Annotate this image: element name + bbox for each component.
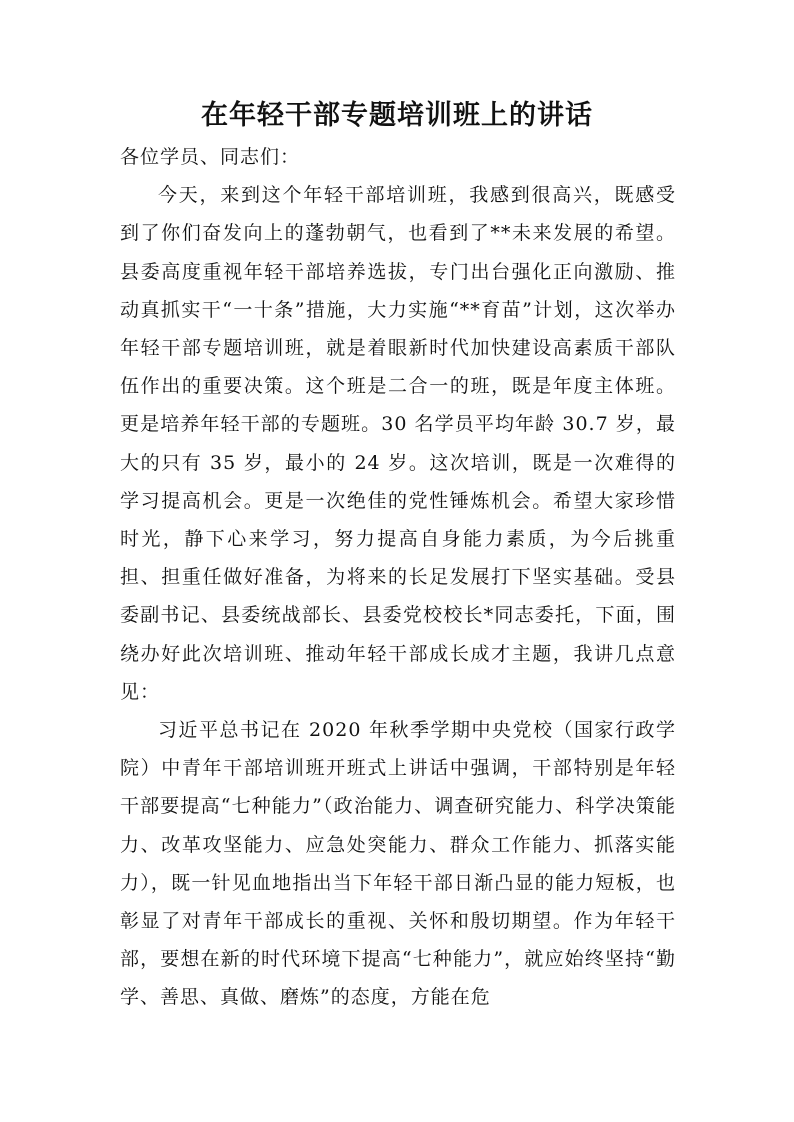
salutation: 各位学员、同志们： [120, 146, 301, 168]
document-title: 在年轻干部专题培训班上的讲话 [201, 100, 593, 131]
paragraph-2: 习近平总书记在 2020 年秋季学期中央党校（国家行政学院）中青年干部培训班开班式上讲话中强调，干部特别是年轻干部要提高“七种能力”（政治能力、调查研究能力、科学决策能力、改革攻坚能力、应急处突能力、群众工作能力、抓落实能力），既一针见血地指出当下年轻干部日渐凸显的能力短板，也彰显了对青年干部成长的重视、关怀和殷切期望。作为年轻干部，要想在新的时代环境下提高“七种能力”，就应始终坚持“勤学、善思、真做、磨炼”的态度，方能在危 [120, 719, 676, 1009]
paragraph-1: 今天，来到这个年轻干部培训班，我感到很高兴，既感受到了你们奋发向上的蓬勃朝气，也看到了**未来发展的希望。县委高度重视年轻干部培养选拔，专门出台强化正向激励、推动真抓实干“一十条”措施，大力实施“**育苗”计划，这次举办年轻干部专题培训班，就是着眼新时代加快建设高素质干部队伍作出的重要决策。这个班是二合一的班，既是年度主体班。更是培养年轻干部的专题班。30 名学员平均年龄 30.7 岁，最大的只有 35 岁，最小的 24 岁。这次培训，既是一次难得的学习提高机会。更是一次绝佳的党性锤炼机会。希望大家珍惜时光，静下心来学习，努力提高自身能力素质，为今后挑重担、担重任做好准备，为将来的长足发展打下坚实基础。受县委副书记、县委统战部长、县委党校校长*同志委托，下面，围绕办好此次培训班、推动年轻干部成长成才主题，我讲几点意见： [120, 184, 676, 703]
document-body [120, 138, 676, 1017]
